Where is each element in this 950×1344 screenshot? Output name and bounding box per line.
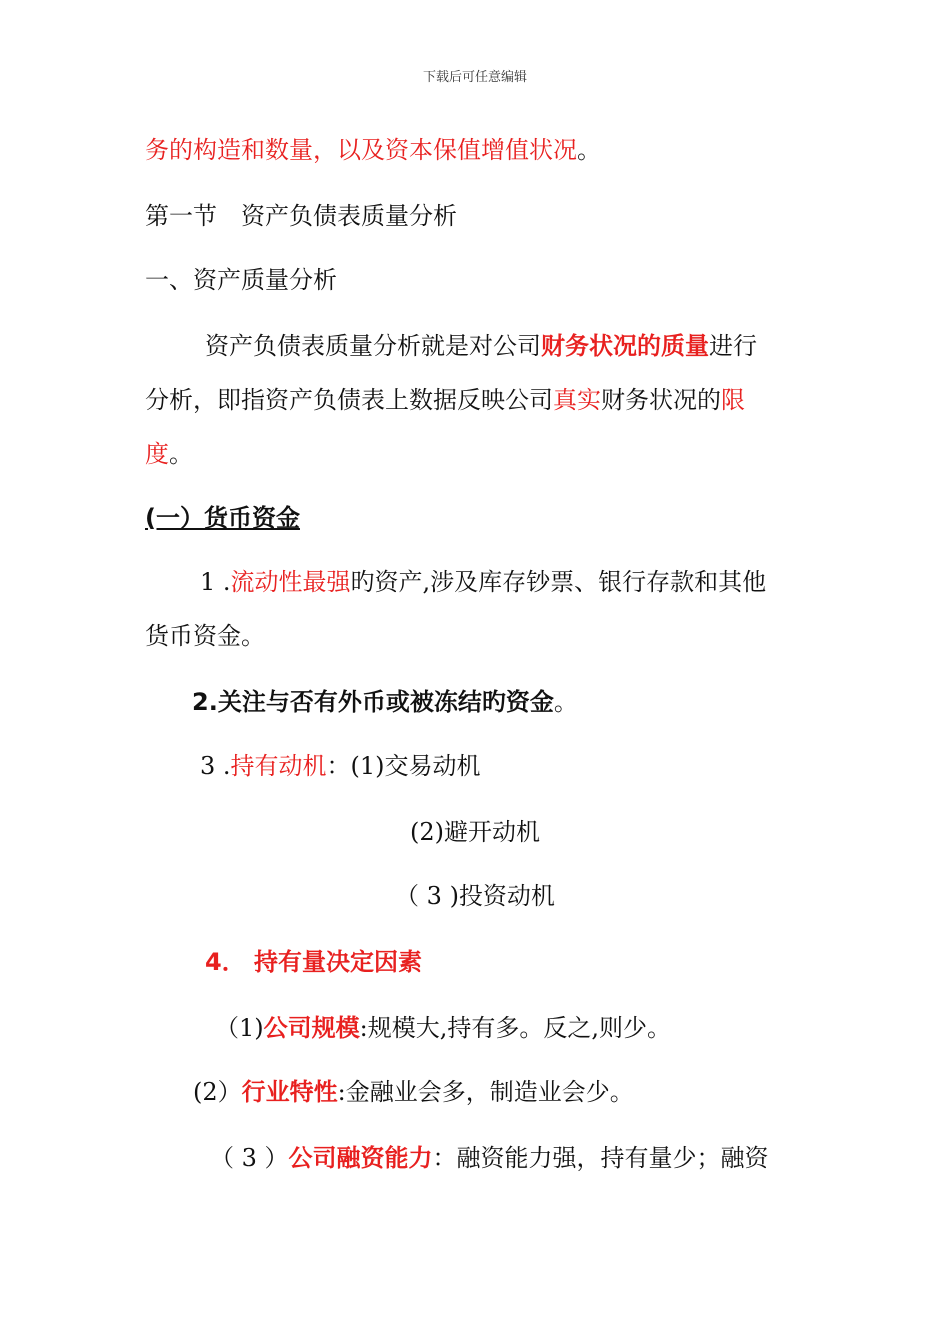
intro-text-a: 资产负债表质量分析就是对公司 (205, 332, 541, 360)
item-1-line-2: 货币资金。 (145, 622, 265, 650)
factor-1 (215, 1012, 810, 1044)
item-1-highlight: 流动性最强 (230, 568, 351, 596)
intro-text-b: 进行 (709, 332, 757, 360)
intro-text-c: 分析，即指资产负债表上数据反映公司 (145, 386, 553, 414)
factor-2-text: :金融业会多，制造业会少。 (337, 1078, 634, 1106)
factor-1-number: （1) (215, 1014, 264, 1042)
item-3-text: ：(1)交易动机 (326, 752, 481, 780)
period: 。 (577, 136, 601, 164)
item-3-line-1 (200, 750, 810, 782)
item-1-line-1 (200, 566, 810, 598)
section-title: 第一节 资产负债表质量分析 (145, 202, 457, 230)
intro-highlight-a: 财务状况的质量 (541, 331, 709, 360)
item-3-line-3: （ 3 )投资动机 (395, 882, 555, 910)
page-header-note: 下载后可任意编辑 (422, 70, 527, 85)
intro-highlight-d: 度 (145, 440, 169, 468)
intro-highlight-c: 限 (721, 386, 745, 414)
factor-1-highlight: 公司规模 (263, 1014, 360, 1042)
item-1-text: 旳资产,涉及库存钞票、银行存款和其他 (350, 568, 767, 596)
subsection-title: 一、资产质量分析 (145, 266, 337, 294)
continued-text: 务的构造和数量，以及资本保值增值状况 (145, 136, 577, 164)
heading-monetary-funds: (一）货币资金 (145, 504, 300, 532)
factor-3-highlight: 公司融资能力 (288, 1144, 433, 1172)
factor-3-text: ：融资能力强，持有量少；融资 (432, 1144, 769, 1172)
factor-2 (193, 1076, 810, 1108)
item-3-line-2: (2)避开动机 (410, 818, 540, 846)
item-3-highlight: 持有动机 (230, 752, 327, 780)
intro-text-d: 财务状况的 (601, 386, 721, 414)
paragraph-continuation (145, 134, 810, 166)
intro-paragraph-line-1 (205, 330, 810, 362)
item-1-number: 1 . (200, 568, 231, 596)
item-4-heading: 4． 持有量决定因素 (205, 948, 423, 976)
item-2-text: 2.关注与否有外币或被冻结旳资金 (192, 688, 554, 716)
item-3-number: 3 . (200, 752, 231, 780)
intro-paragraph-line-3 (145, 438, 810, 470)
intro-highlight-b: 真实 (553, 386, 601, 414)
factor-2-number: (2） (193, 1078, 242, 1106)
intro-paragraph-line-2 (145, 384, 810, 416)
item-2-period: 。 (553, 688, 578, 716)
factor-3 (210, 1142, 810, 1174)
factor-2-highlight: 行业特性 (241, 1078, 338, 1106)
intro-period: 。 (169, 440, 193, 468)
factor-3-number: （ 3 ） (210, 1144, 289, 1172)
item-2 (192, 686, 810, 718)
factor-1-text: :规模大,持有多。反之,则少。 (359, 1014, 671, 1042)
